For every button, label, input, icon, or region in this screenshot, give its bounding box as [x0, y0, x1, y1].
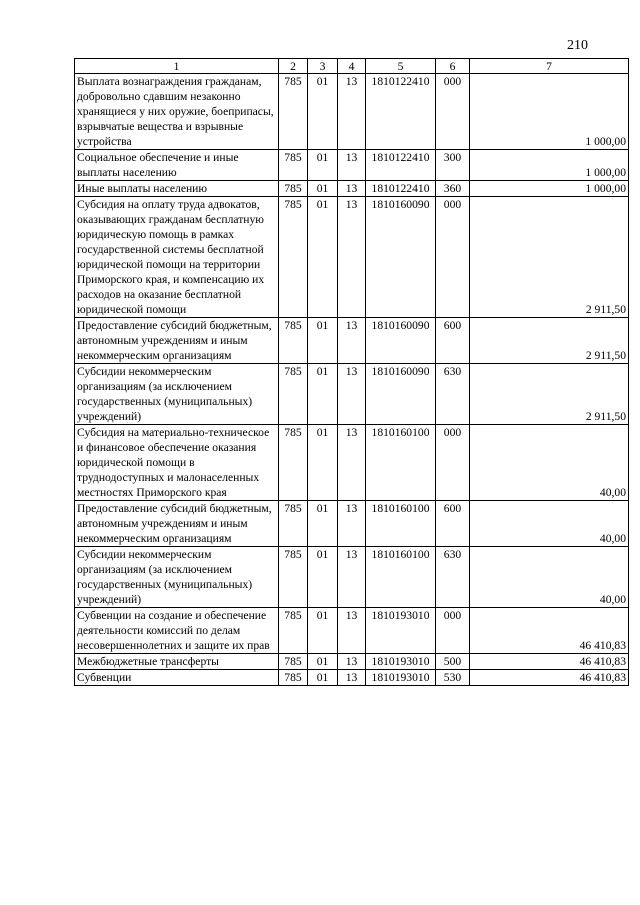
row-col-6: 360	[436, 181, 470, 197]
row-col-4: 13	[338, 364, 366, 425]
header-col-5: 5	[366, 59, 436, 74]
row-col-5: 1810160090	[366, 197, 436, 318]
row-amount: 1 000,00	[470, 150, 629, 181]
table-header-row	[75, 59, 629, 74]
row-amount: 40,00	[470, 547, 629, 608]
row-col-5: 1810160090	[366, 318, 436, 364]
row-col-2: 785	[279, 547, 308, 608]
row-col-2: 785	[279, 364, 308, 425]
row-col-5: 1810193010	[366, 608, 436, 654]
row-col-5: 1810160090	[366, 364, 436, 425]
row-col-3: 01	[308, 197, 338, 318]
row-col-4: 13	[338, 501, 366, 547]
row-amount: 1 000,00	[470, 181, 629, 197]
table-row	[75, 318, 629, 364]
table-row	[75, 670, 629, 686]
row-name: Субсидия на материально-техническое и финансовое обеспечение оказания юридической помощи в труднодоступных и малонаселенных местностях Приморского края	[75, 425, 279, 501]
row-name: Социальное обеспечение и иные выплаты населению	[75, 150, 279, 181]
row-col-6: 300	[436, 150, 470, 181]
row-col-3: 01	[308, 654, 338, 670]
row-name: Субсидии некоммерческим организациям (за исключением государственных (муниципальных) учреждений)	[75, 547, 279, 608]
page-number: 210	[567, 38, 588, 53]
row-amount: 40,00	[470, 425, 629, 501]
row-col-6: 000	[436, 425, 470, 501]
row-col-6: 500	[436, 654, 470, 670]
table-row	[75, 608, 629, 654]
row-col-4: 13	[338, 74, 366, 150]
row-col-2: 785	[279, 654, 308, 670]
row-col-5: 1810193010	[366, 670, 436, 686]
budget-table	[74, 58, 629, 686]
row-col-6: 630	[436, 547, 470, 608]
row-col-3: 01	[308, 670, 338, 686]
row-col-5: 1810122410	[366, 74, 436, 150]
header-col-7: 7	[470, 59, 629, 74]
row-col-2: 785	[279, 608, 308, 654]
row-col-2: 785	[279, 501, 308, 547]
row-amount: 2 911,50	[470, 318, 629, 364]
row-name: Субсидии некоммерческим организациям (за исключением государственных (муниципальных) учреждений)	[75, 364, 279, 425]
row-col-4: 13	[338, 425, 366, 501]
row-col-6: 600	[436, 318, 470, 364]
header-col-3: 3	[308, 59, 338, 74]
row-col-5: 1810160100	[366, 425, 436, 501]
row-col-4: 13	[338, 150, 366, 181]
row-col-3: 01	[308, 74, 338, 150]
row-amount: 46 410,83	[470, 670, 629, 686]
row-name: Межбюджетные трансферты	[75, 654, 279, 670]
row-amount: 2 911,50	[470, 364, 629, 425]
row-col-2: 785	[279, 197, 308, 318]
row-col-2: 785	[279, 670, 308, 686]
row-name: Субсидия на оплату труда адвокатов, оказывающих гражданам бесплатную юридическую помощь в рамках государственной системы бесплатной юридической помощи на территории Приморского края, и компенсацию их расходов на оказание бесплатной юридической помощи	[75, 197, 279, 318]
table-row	[75, 501, 629, 547]
row-col-4: 13	[338, 181, 366, 197]
row-name: Субвенции	[75, 670, 279, 686]
row-col-3: 01	[308, 547, 338, 608]
row-col-4: 13	[338, 608, 366, 654]
row-col-6: 000	[436, 608, 470, 654]
row-name: Выплата вознаграждения гражданам, добровольно сдавшим незаконно хранящиеся у них оружие, боеприпасы, взрывчатые вещества и взрывные устройства	[75, 74, 279, 150]
row-col-4: 13	[338, 547, 366, 608]
row-col-3: 01	[308, 501, 338, 547]
row-col-6: 000	[436, 74, 470, 150]
row-col-2: 785	[279, 318, 308, 364]
table-row	[75, 364, 629, 425]
row-amount: 1 000,00	[470, 74, 629, 150]
table-row	[75, 425, 629, 501]
row-amount: 46 410,83	[470, 654, 629, 670]
table-row	[75, 150, 629, 181]
row-col-2: 785	[279, 150, 308, 181]
row-name: Предоставление субсидий бюджетным, автономным учреждениям и иным некоммерческим организациям	[75, 501, 279, 547]
row-col-4: 13	[338, 670, 366, 686]
row-col-6: 530	[436, 670, 470, 686]
table-row	[75, 197, 629, 318]
row-col-3: 01	[308, 608, 338, 654]
row-col-5: 1810160100	[366, 547, 436, 608]
row-col-4: 13	[338, 318, 366, 364]
row-col-5: 1810122410	[366, 150, 436, 181]
row-name: Иные выплаты населению	[75, 181, 279, 197]
row-col-2: 785	[279, 181, 308, 197]
table-row	[75, 74, 629, 150]
row-col-6: 630	[436, 364, 470, 425]
table-row	[75, 181, 629, 197]
row-col-5: 1810160100	[366, 501, 436, 547]
row-col-2: 785	[279, 425, 308, 501]
row-col-6: 000	[436, 197, 470, 318]
row-name: Предоставление субсидий бюджетным, автономным учреждениям и иным некоммерческим организациям	[75, 318, 279, 364]
row-col-4: 13	[338, 197, 366, 318]
row-amount: 40,00	[470, 501, 629, 547]
header-col-1: 1	[75, 59, 279, 74]
header-col-6: 6	[436, 59, 470, 74]
header-col-2: 2	[279, 59, 308, 74]
row-col-4: 13	[338, 654, 366, 670]
row-col-3: 01	[308, 425, 338, 501]
row-name: Субвенции на создание и обеспечение деятельности комиссий по делам несовершеннолетних и защите их прав	[75, 608, 279, 654]
row-amount: 46 410,83	[470, 608, 629, 654]
row-col-6: 600	[436, 501, 470, 547]
table-row	[75, 547, 629, 608]
row-col-3: 01	[308, 181, 338, 197]
table-row	[75, 654, 629, 670]
header-col-4: 4	[338, 59, 366, 74]
row-col-3: 01	[308, 364, 338, 425]
row-col-5: 1810193010	[366, 654, 436, 670]
row-col-2: 785	[279, 74, 308, 150]
row-col-5: 1810122410	[366, 181, 436, 197]
row-col-3: 01	[308, 318, 338, 364]
row-col-3: 01	[308, 150, 338, 181]
row-amount: 2 911,50	[470, 197, 629, 318]
